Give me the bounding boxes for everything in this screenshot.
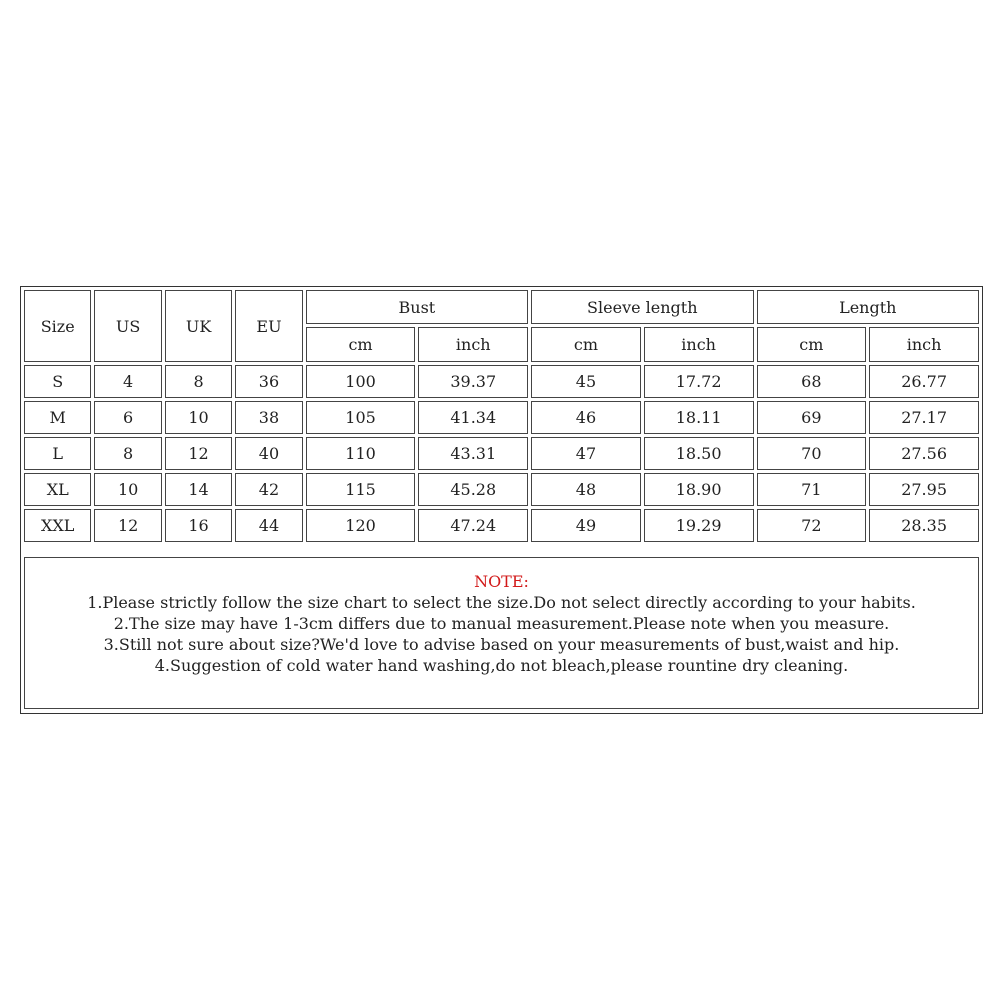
header-sleeve-length: Sleeve length <box>531 290 753 324</box>
note-line-2: 2.The size may have 1-3cm differs due to manual measurement.Please note when you measure. <box>113 614 890 633</box>
table-cell: 41.34 <box>418 401 528 434</box>
table-cell: 16 <box>165 509 232 542</box>
note-line-4: 4.Suggestion of cold water hand washing,do not bleach,please rountine dry cleaning. <box>154 656 849 675</box>
table-cell: 46 <box>531 401 641 434</box>
table-cell: 47 <box>531 437 641 470</box>
table-cell: 39.37 <box>418 365 528 398</box>
table-cell: 36 <box>235 365 302 398</box>
table-cell: 42 <box>235 473 302 506</box>
table-row <box>24 437 979 470</box>
table-cell: 110 <box>306 437 416 470</box>
table-cell: 71 <box>757 473 867 506</box>
table-row <box>24 365 979 398</box>
table-cell: 47.24 <box>418 509 528 542</box>
table-cell: XL <box>24 473 91 506</box>
table-cell: 18.90 <box>644 473 754 506</box>
subheader-sleeve-inch: inch <box>644 327 754 362</box>
table-row <box>24 401 979 434</box>
subheader-bust-cm: cm <box>306 327 416 362</box>
table-cell: 8 <box>165 365 232 398</box>
header-bust: Bust <box>306 290 528 324</box>
table-cell: 27.95 <box>869 473 979 506</box>
header-us: US <box>94 290 161 362</box>
table-cell: 120 <box>306 509 416 542</box>
table-cell: 12 <box>94 509 161 542</box>
note-title: NOTE: <box>474 572 529 591</box>
table-cell: 19.29 <box>644 509 754 542</box>
size-table <box>21 287 982 545</box>
table-cell: 27.17 <box>869 401 979 434</box>
table-cell: 17.72 <box>644 365 754 398</box>
table-row <box>24 509 979 542</box>
note-line-3: 3.Still not sure about size?We'd love to advise based on your measurements of bust,waist and hip. <box>103 635 900 654</box>
size-chart <box>20 286 983 714</box>
table-cell: 26.77 <box>869 365 979 398</box>
header-length: Length <box>757 290 980 324</box>
table-cell: 69 <box>757 401 867 434</box>
table-cell: 40 <box>235 437 302 470</box>
table-cell: XXL <box>24 509 91 542</box>
table-cell: M <box>24 401 91 434</box>
table-cell: 44 <box>235 509 302 542</box>
table-cell: 27.56 <box>869 437 979 470</box>
header-size: Size <box>24 290 91 362</box>
table-cell: 28.35 <box>869 509 979 542</box>
table-cell: 105 <box>306 401 416 434</box>
subheader-length-inch: inch <box>869 327 979 362</box>
table-cell: 14 <box>165 473 232 506</box>
table-cell: 38 <box>235 401 302 434</box>
table-cell: 10 <box>165 401 232 434</box>
table-cell: 45 <box>531 365 641 398</box>
table-cell: 100 <box>306 365 416 398</box>
header-eu: EU <box>235 290 302 362</box>
table-cell: 12 <box>165 437 232 470</box>
table-cell: 115 <box>306 473 416 506</box>
table-cell: 68 <box>757 365 867 398</box>
table-cell: 70 <box>757 437 867 470</box>
table-cell: 8 <box>94 437 161 470</box>
table-row <box>24 473 979 506</box>
table-cell: 18.11 <box>644 401 754 434</box>
table-cell: 48 <box>531 473 641 506</box>
table-cell: 18.50 <box>644 437 754 470</box>
table-cell: L <box>24 437 91 470</box>
table-cell: 4 <box>94 365 161 398</box>
header-uk: UK <box>165 290 232 362</box>
table-cell: 6 <box>94 401 161 434</box>
table-cell: 10 <box>94 473 161 506</box>
table-cell: 72 <box>757 509 867 542</box>
table-cell: 45.28 <box>418 473 528 506</box>
note-box <box>24 557 979 709</box>
subheader-sleeve-cm: cm <box>531 327 641 362</box>
subheader-length-cm: cm <box>757 327 867 362</box>
table-cell: S <box>24 365 91 398</box>
note-line-1: 1.Please strictly follow the size chart to select the size.Do not select directly according to your habits. <box>87 593 916 612</box>
table-cell: 49 <box>531 509 641 542</box>
subheader-bust-inch: inch <box>418 327 528 362</box>
table-cell: 43.31 <box>418 437 528 470</box>
